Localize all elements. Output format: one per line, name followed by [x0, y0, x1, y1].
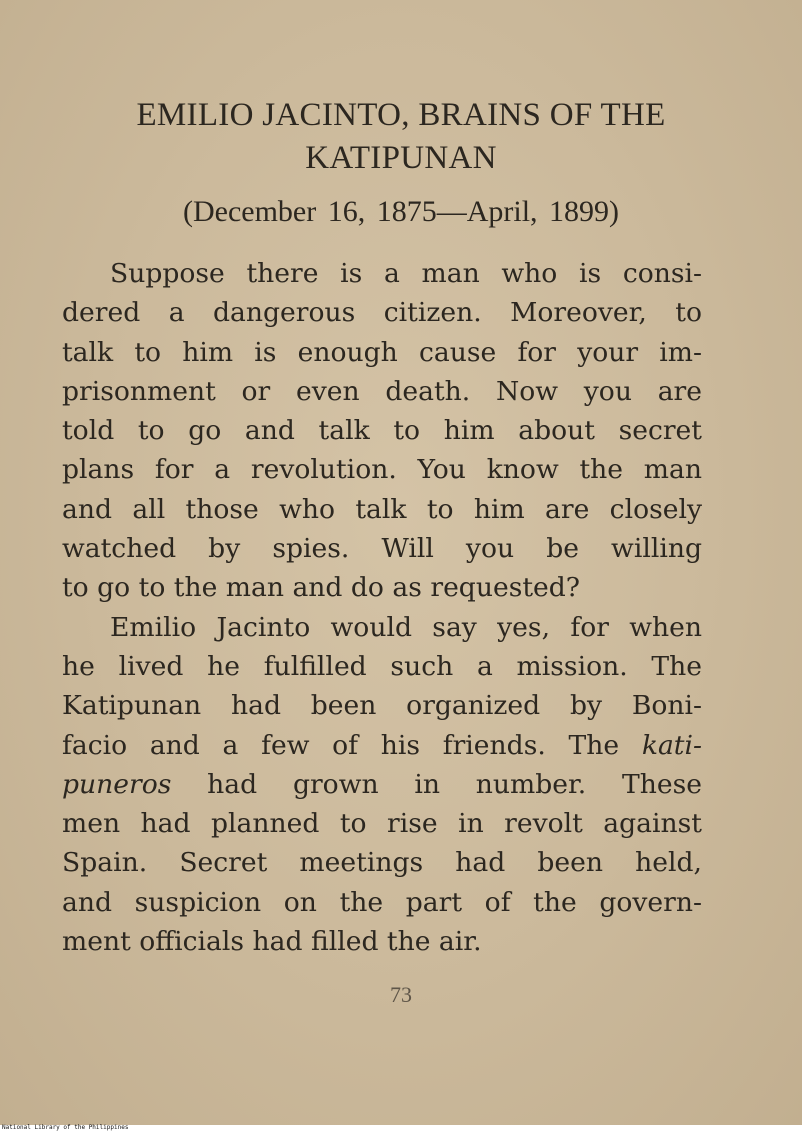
body-text	[62, 254, 702, 961]
text-line: Katipunan had been organized by Boni-	[62, 690, 702, 722]
text-line: dered a dangerous citizen. Moreover, to	[62, 297, 702, 329]
text-line: Suppose there is a man who is consi-	[110, 258, 702, 289]
page-number: 73	[390, 982, 412, 1007]
text-line: prisonment or even death. Now you are	[62, 375, 702, 407]
text-line: told to go and talk to him about secret	[62, 415, 702, 447]
italic-term: kati-	[641, 729, 702, 761]
library-credit: National Library of the Philippines	[2, 1124, 129, 1131]
text-line: Spain. Secret meetings had been held,	[62, 847, 702, 879]
footer-bar	[0, 1125, 802, 1133]
text-line: he lived he fulfilled such a mission. The	[62, 650, 702, 682]
text-line: men had planned to rise in revolt against	[62, 808, 702, 840]
text-line: and suspicion on the part of the govern-	[62, 886, 702, 918]
text-line: and all those who talk to him are closely	[62, 493, 702, 525]
text-line: Emilio Jacinto would say yes, for when	[110, 611, 702, 643]
text-line: watched by spies. Will you be willing	[62, 533, 702, 565]
text-line: plans for a revolution. You know the man	[62, 454, 702, 486]
chapter-title	[60, 94, 742, 180]
text-line: to go to the man and do as requested?	[62, 572, 581, 604]
life-dates: (December 16, 1875—April, 1899)	[182, 195, 620, 228]
text-line	[62, 765, 702, 804]
text-line	[62, 726, 702, 765]
italic-term: puneros	[62, 768, 172, 800]
chapter-title-line-1: EMILIO JACINTO, BRAINS OF THE	[136, 97, 666, 133]
text-line: ment officials had filled the air.	[62, 926, 482, 958]
text-line-part: facio and a few of his friends. The	[62, 729, 620, 761]
text-line: talk to him is enough cause for your im-	[62, 336, 702, 368]
text-line-part: had grown in number. These	[207, 768, 702, 800]
chapter-title-line-2: KATIPUNAN	[305, 140, 497, 176]
